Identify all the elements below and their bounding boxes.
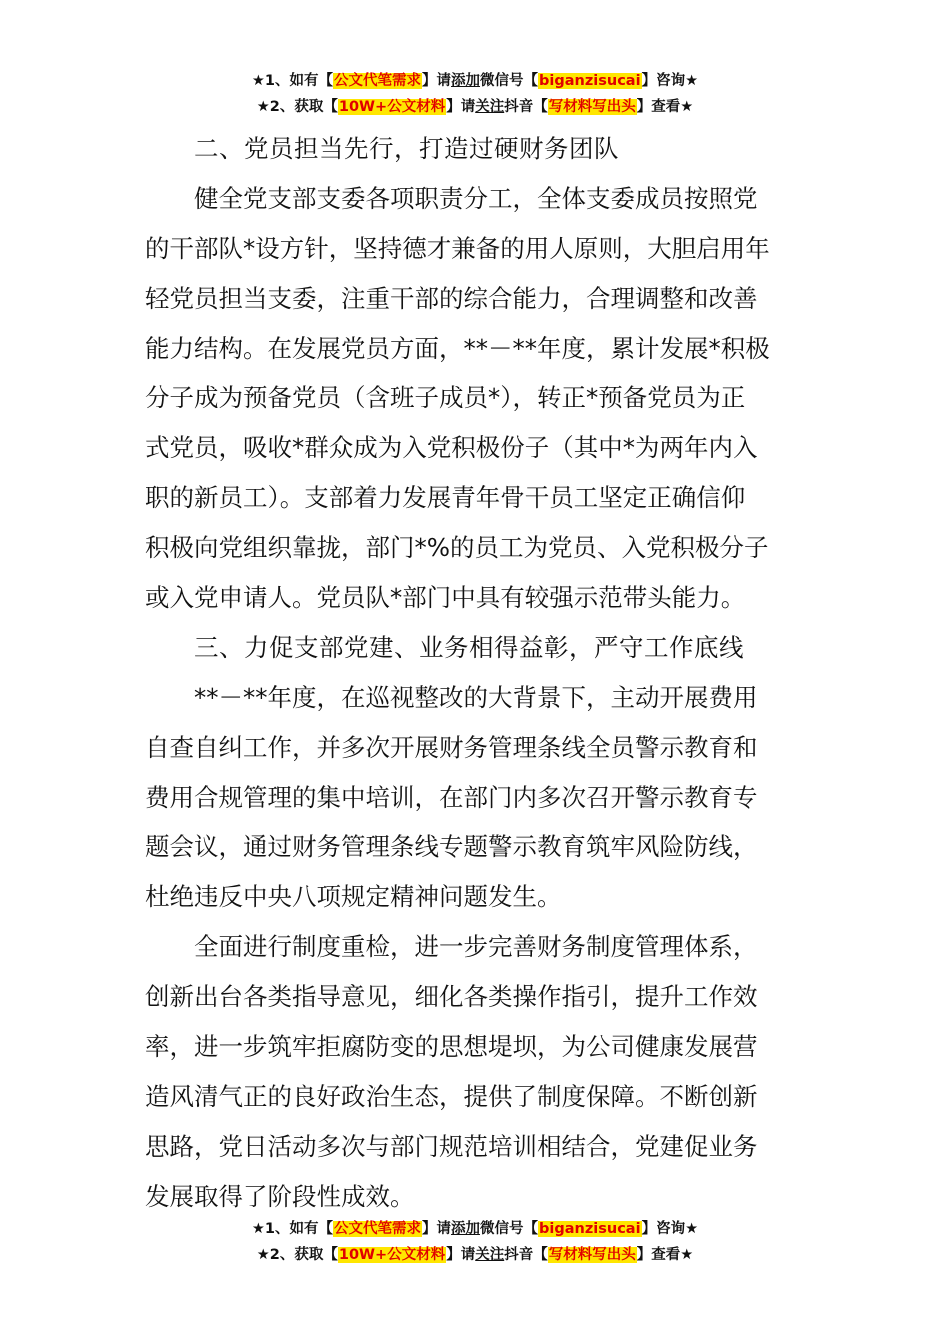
banner-line-2 <box>0 94 950 120</box>
paragraph-line: 能力结构。在发展党员方面，**－**年度，累计发展*积极 <box>145 333 770 363</box>
highlight-service: 公文代笔需求 <box>334 1221 422 1237</box>
banner-text: 抖音【 <box>504 1247 548 1263</box>
paragraph-line: 式党员，吸收*群众成为入党积极份子（其中*为两年内入 <box>145 433 758 463</box>
banner-line-2 <box>0 1242 950 1268</box>
paragraph-line: 创新出台各类指导意见，细化各类操作指引，提升工作效 <box>145 982 758 1012</box>
banner-text: 】咨询★ <box>641 1221 699 1237</box>
paragraph-line: 积极向党组织靠拢，部门*%的员工为党员、入党积极分子 <box>145 533 769 563</box>
paragraph-line: 或入党申请人。党员队*部门中具有较强示范带头能力。 <box>145 583 746 613</box>
paragraph-line: 率，进一步筑牢拒腐防变的思想堤坝，为公司健康发展营 <box>145 1032 758 1062</box>
banner-emphasis: 关注 <box>475 99 505 115</box>
highlight-service: 公文代笔需求 <box>334 73 422 89</box>
section-heading: 三、力促支部党建、业务相得益彰，严守工作底线 <box>194 632 744 662</box>
paragraph-line: 费用合规管理的集中培训，在部门内多次召开警示教育专 <box>145 782 758 812</box>
banner-text: 】请 <box>422 1221 452 1237</box>
paragraph-line: 健全党支部支委各项职责分工，全体支委成员按照党 <box>194 183 758 213</box>
banner-text: 】请 <box>422 73 452 89</box>
banner-line-1 <box>0 68 950 94</box>
banner-text: ★2、获取【 <box>256 99 338 115</box>
banner-text: 】请 <box>446 99 476 115</box>
highlight-materials: 10W+公文材料 <box>338 1247 446 1263</box>
banner-emphasis: 添加 <box>451 73 481 89</box>
paragraph-line: 的干部队*设方针，坚持德才兼备的用人原则，大胆启用年 <box>145 233 770 263</box>
paragraph-line: 自查自纠工作，并多次开展财务管理条线全员警示教育和 <box>145 732 758 762</box>
banner-text: 】咨询★ <box>641 73 699 89</box>
banner-text: 】查看★ <box>636 1247 694 1263</box>
banner-text: 】查看★ <box>636 99 694 115</box>
banner-text: ★1、如有【 <box>251 73 334 89</box>
paragraph-line: 题会议，通过财务管理条线专题警示教育筑牢风险防线， <box>145 832 758 862</box>
paragraph-line: 全面进行制度重检，进一步完善财务制度管理体系， <box>194 932 758 962</box>
highlight-wechat-id: biganzisucai <box>539 73 641 89</box>
banner-text: 抖音【 <box>504 99 548 115</box>
banner-text: 微信号【 <box>480 1221 539 1237</box>
paragraph-line: 轻党员担当支委，注重干部的综合能力，合理调整和改善 <box>145 283 758 313</box>
highlight-douyin-account: 写材料写出头 <box>548 99 636 115</box>
banner-text: 微信号【 <box>480 73 539 89</box>
paragraph-line: 职的新员工）。支部着力发展青年骨干员工坚定正确信仰 <box>145 483 746 513</box>
banner-line-1 <box>0 1216 950 1242</box>
banner-text: ★2、获取【 <box>256 1247 338 1263</box>
banner-text: 】请 <box>446 1247 476 1263</box>
banner-emphasis: 添加 <box>451 1221 481 1237</box>
header-banner <box>0 68 950 120</box>
highlight-wechat-id: biganzisucai <box>539 1221 641 1237</box>
banner-text: ★1、如有【 <box>251 1221 334 1237</box>
paragraph-line: 思路，党日活动多次与部门规范培训相结合，党建促业务 <box>145 1131 758 1161</box>
footer-banner <box>0 1216 950 1268</box>
paragraph-line: **－**年度，在巡视整改的大背景下，主动开展费用 <box>194 682 758 712</box>
banner-emphasis: 关注 <box>475 1247 505 1263</box>
highlight-douyin-account: 写材料写出头 <box>548 1247 636 1263</box>
highlight-materials: 10W+公文材料 <box>338 99 446 115</box>
paragraph-line: 发展取得了阶段性成效。 <box>145 1181 415 1211</box>
document-body <box>145 124 809 1222</box>
paragraph-line: 造风清气正的良好政治生态，提供了制度保障。不断创新 <box>145 1081 758 1111</box>
paragraph-line: 杜绝违反中央八项规定精神问题发生。 <box>145 882 562 912</box>
paragraph-line: 分子成为预备党员（含班子成员*），转正*预备党员为正 <box>145 383 746 413</box>
section-heading: 二、党员担当先行，打造过硬财务团队 <box>194 134 619 163</box>
